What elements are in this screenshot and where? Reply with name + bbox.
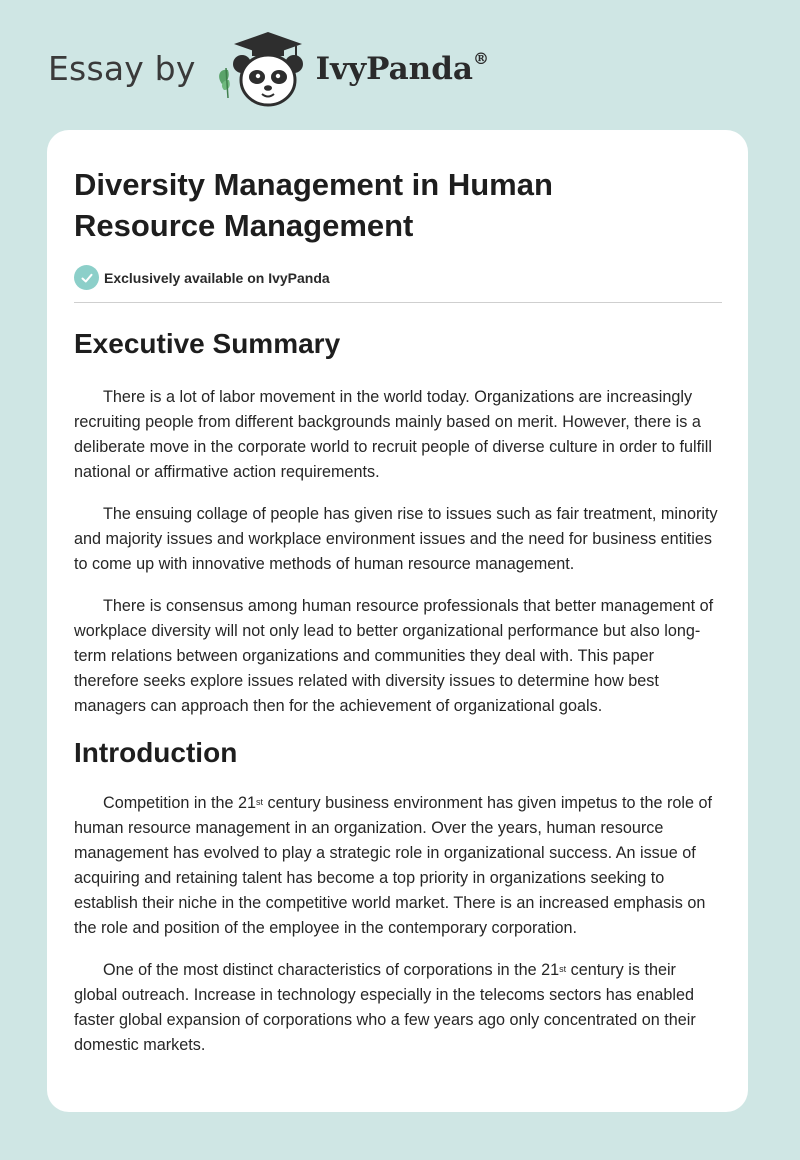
brand-name[interactable]: IvyPanda® bbox=[315, 49, 489, 87]
check-icon bbox=[74, 265, 99, 290]
exclusive-badge bbox=[74, 265, 722, 303]
paragraph: One of the most distinct characteristics of corporations in the 21st century is their global outreach. Increase in technology especially in the telecoms sectors has enabled faster global expansion of corporations who a few years ago only concentrated on their domestic markets. bbox=[74, 961, 696, 1054]
panda-graduate-icon[interactable] bbox=[212, 28, 310, 112]
site-header bbox=[48, 28, 489, 112]
section-heading: Executive Summary bbox=[74, 328, 341, 359]
section-executive-summary bbox=[74, 326, 722, 719]
paragraph: There is consensus among human resource professionals that better management of workplace diversity will not only lead to better organizational performance but also long-term relations between organizations and communities they deal with. This paper therefore seeks explore issues related with diversity issues to determine how best managers can approach then for the achievement of organizational goals. bbox=[74, 597, 714, 715]
article-card bbox=[47, 130, 748, 1112]
page-title: Diversity Management in Human Resource Management bbox=[74, 167, 553, 243]
brand-prefix: Essay by bbox=[48, 48, 196, 88]
badge-label: Exclusively available on IvyPanda bbox=[104, 269, 330, 286]
section-heading: Introduction bbox=[74, 737, 238, 768]
paragraph: There is a lot of labor movement in the world today. Organizations are increasingly recruiting people from different backgrounds mainly based on merit. However, there is a deliberate move in the corporate world to recruit people of diverse culture in order to fulfill national or affirmative action requirements. bbox=[74, 388, 712, 481]
paragraph: The ensuing collage of people has given rise to issues such as fair treatment, minority and majority issues and workplace environment issues and the need for business entities to come up with innovative methods of human resource management. bbox=[74, 505, 718, 573]
paragraph: Competition in the 21st century business environment has given impetus to the role of human resource management in an organization. Over the years, human resource management has evolved to play a strategic role in organizational success. An issue of acquiring and retaining talent has become a top priority in organizations seeking to establish their niche in the competitive world market. There is an increased emphasis on the role and position of the employee in the contemporary corporation. bbox=[74, 794, 712, 937]
section-introduction bbox=[74, 735, 722, 1058]
